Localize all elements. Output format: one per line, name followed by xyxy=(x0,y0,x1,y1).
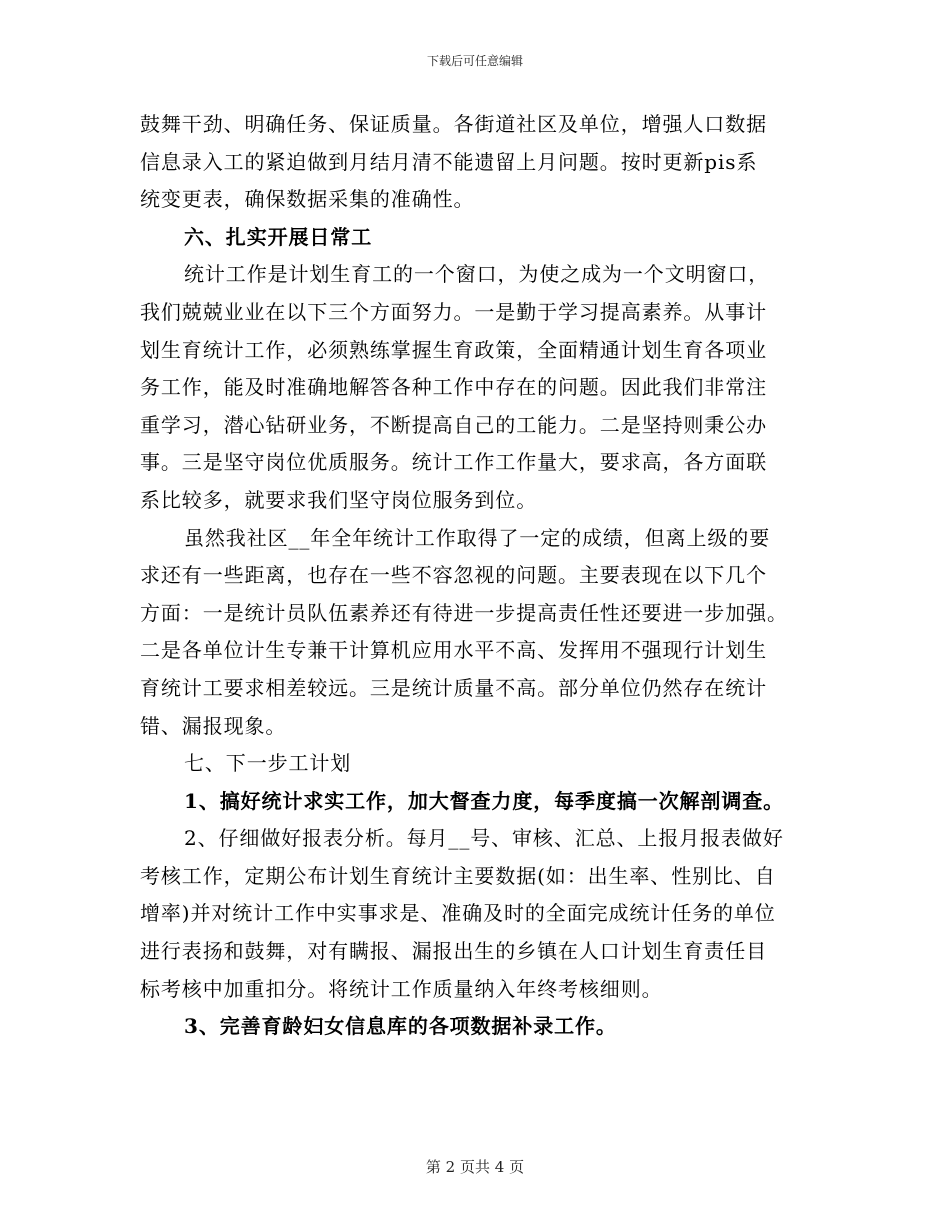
paragraph-line: 虽然我社区__年全年统计工作取得了一定的成绩，但离上级的要 xyxy=(184,525,771,550)
plan-item-3: 3、完善育龄妇女信息库的各项数据补录工作。 xyxy=(184,1014,617,1039)
plan-item-2: 2、仔细做好报表分析。每月__号、审核、汇总、上报月报表做好 xyxy=(184,826,784,851)
paragraph-line: 错、漏报现象。 xyxy=(140,713,287,738)
section-heading-7: 七、下一步工计划 xyxy=(184,751,352,776)
section-heading-6: 六、扎实开展日常工 xyxy=(184,224,373,249)
page-footer: 第 2 页共 4 页 xyxy=(425,1158,525,1176)
paragraph-line: 进行表扬和鼓舞，对有瞒报、漏报出生的乡镇在人口计划生育责任目 xyxy=(140,939,767,964)
paragraph-line: 事。三是坚守岗位优质服务。统计工作工作量大，要求高，各方面联 xyxy=(140,450,767,475)
paragraph-line: 统计工作是计划生育工的一个窗口，为使之成为一个文明窗口， xyxy=(184,262,770,287)
paragraph-line: 求还有一些距离，也存在一些不容忽视的问题。主要表现在以下几个 xyxy=(140,563,767,588)
paragraph-line: 方面：一是统计员队伍素养还有待进一步提高责任性还要进一步加强。 xyxy=(140,600,788,625)
page-header: 下载后可任意编辑 xyxy=(426,54,523,68)
paragraph-line: 考核工作，定期公布计划生育统计主要数据(如：出生率、性别比、自 xyxy=(140,863,776,888)
paragraph-line: 信息录入工的紧迫做到月结月清不能遗留上月问题。按时更新pis系 xyxy=(140,149,758,174)
paragraph-line: 鼓舞干劲、明确任务、保证质量。各街道社区及单位，增强人口数据 xyxy=(140,112,767,136)
paragraph-line: 二是各单位计生专兼干计算机应用水平不高、发挥用不强现行计划生 xyxy=(140,638,767,663)
paragraph-line: 务工作，能及时准确地解答各种工作中存在的问题。因此我们非常注 xyxy=(140,375,767,400)
document-body xyxy=(140,106,812,1046)
paragraph-line: 增率)并对统计工作中实事求是、准确及时的全面完成统计任务的单位 xyxy=(140,901,776,926)
paragraph-line: 重学习，潜心钻研业务，不断提高自己的工能力。二是坚持则秉公办 xyxy=(140,412,767,437)
paragraph-line: 系比较多，就要求我们坚守岗位服务到位。 xyxy=(140,487,538,512)
paragraph-line: 育统计工要求相差较远。三是统计质量不高。部分单位仍然存在统计 xyxy=(140,675,767,700)
paragraph-line: 我们兢兢业业在以下三个方面努力。一是勤于学习提高素养。从事计 xyxy=(140,299,767,324)
paragraph-line: 划生育统计工作，必须熟练掌握生育政策，全面精通计划生育各项业 xyxy=(140,337,767,362)
paragraph-line: 统变更表，确保数据采集的准确性。 xyxy=(140,187,475,212)
paragraph-line: 标考核中加重扣分。将统计工作质量纳入年终考核细则。 xyxy=(140,976,663,1001)
plan-item-1: 1、搞好统计求实工作，加大督查力度，每季度搞一次解剖调查。 xyxy=(184,788,785,813)
